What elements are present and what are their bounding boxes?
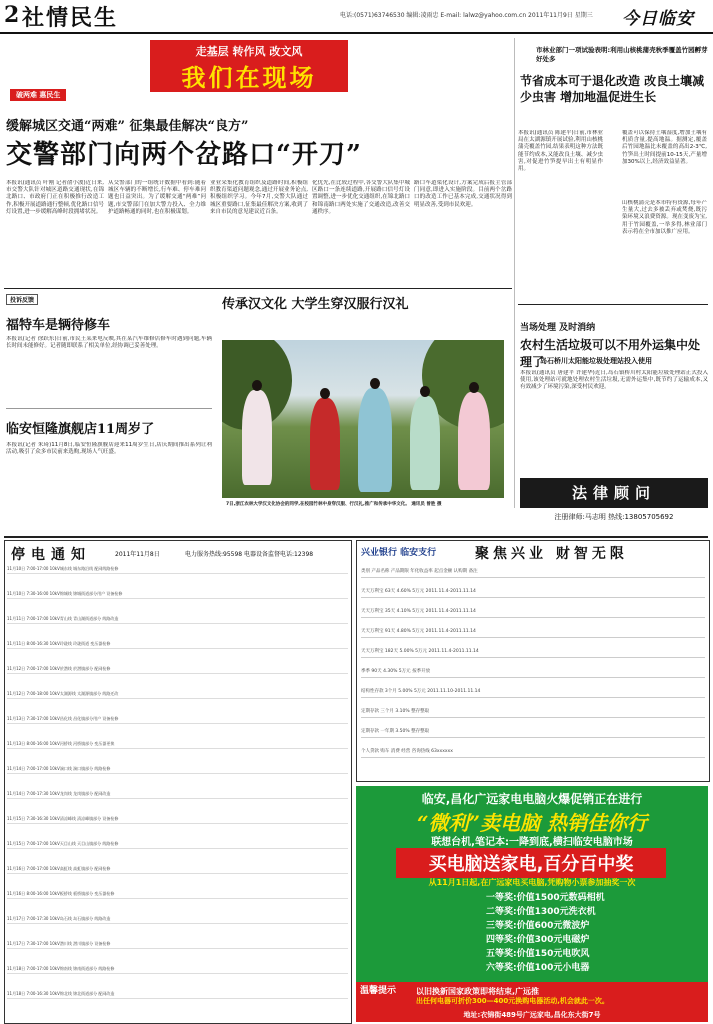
divider: [4, 536, 708, 538]
bank-table-row: 定期存款 三个月 3.10% 整存整取: [361, 707, 705, 718]
ad-slogan: “微利”卖电脑 热销佳你行: [417, 811, 647, 835]
banner-title: 我们在现场: [181, 63, 317, 92]
notice-row: 11月16日 8:00-16:00 10kV板桥线 板桥镇部分 变压器检修: [7, 890, 348, 899]
electronics-ad: [356, 786, 708, 1022]
bank-table-row: 天天万利宝 35天 4.10% 5万元 2011.11.4-2011.11.14: [361, 607, 705, 618]
story-kicker: 当场处理 及时消纳: [520, 323, 596, 333]
prize-item: 五等奖:价值150元电吹风: [486, 949, 590, 959]
legal-advice-title: 法律顾问: [520, 478, 708, 508]
lead-headline: 交警部门向两个岔路口“开刀”: [6, 140, 362, 170]
prize-item: 六等奖:价值100元小电器: [486, 963, 590, 973]
divider: [6, 408, 212, 409]
bank-logo: 兴业银行 临安支行: [361, 548, 437, 558]
divider: [4, 288, 512, 289]
notice-row: 11月14日 7:00-17:30 10kV龙岗线 龙岗镇部分 配网改造: [7, 790, 348, 799]
ad-address: 地址:衣锦街489号广远家电,昌化东大街7号: [463, 1011, 601, 1019]
notice-row: 11月18日 7:00-16:30 10kV锦北线 锦北街道部分 配网改造: [7, 990, 348, 999]
lead-column-4: 化优先,在比较过程中,各交警大队集中城区路口一条连续道路,开展路口信号灯设置调整,进一步优化交通组织,在锦北路口和锦南路口两处实施了交通改造,改善交通秩序。: [312, 180, 410, 215]
notice-row: 11月10日 7:30-16:00 10kV锦城线 锦城街道部分用户 设备检修: [7, 590, 348, 599]
notice-row: 11月10日 7:00-17:00 10kV城东线 城东路沿线 配网线路检修: [7, 565, 348, 574]
bank-table-row: 结构性存款 3个月 5.00% 5万元 2011.11.10-2011.11.14: [361, 687, 705, 698]
ad-footer-tag: 温馨提示: [360, 986, 397, 996]
prize-item: 二等奖:价值1300元洗衣机: [486, 907, 596, 917]
news-photo: [222, 340, 504, 498]
right-headline: 节省成本可于退化改造 改良土壤减少虫害 增加地温促进生长: [520, 74, 705, 104]
notice-title: 停电通知: [11, 547, 91, 563]
ad-footer: [356, 982, 708, 1022]
notice-row: 11月18日 7:00-17:00 10kV锦南线 锦南街道部分 线路检修: [7, 965, 348, 974]
feature-banner: [150, 40, 348, 92]
bank-table-row: 定期存款 一年期 3.50% 整存整取: [361, 727, 705, 738]
story-headline: 福特车是辆待修车: [6, 318, 111, 333]
lead-subtitle: 缓解城区交通“两难” 征集最佳解决“良方”: [6, 119, 249, 134]
section-tag: 投诉反馈: [6, 294, 38, 305]
story-headline: 临安恒隆旗舰店11周岁了: [6, 422, 155, 437]
ad-footer-line: 出任何电器可折价300—400元换购电器活动,机会就此一次。: [416, 997, 609, 1005]
story-subtitle: 岛石桥川太阳能垃圾处理站投入使用: [540, 357, 652, 365]
story-body: 本报讯(记者 朱琦)11月8日,临安恒隆旗舰店迎来11周岁生日,店庆期间推出系列让利活动,吸引了众多市民前来选购,现场人气旺盛。: [6, 442, 212, 456]
right-column-1: 本报讯(通讯员 陈建平)日前,市林业局在太湖源镇开展试验,利用山核桃蒲壳覆盖竹园,结果表明这种方法既能节约成本,又能改良土壤、减少虫害,对促进竹笋提早出土有明显作用。: [518, 130, 603, 173]
notice-row: 11月13日 8:00-16:00 10kV河桥线 河桥镇部分 变压器更换: [7, 740, 348, 749]
notice-row: 11月12日 7:00-17:00 10kV於潜线 於潜镇部分 配网检修: [7, 665, 348, 674]
notice-row: 11月11日 8:00-16:30 10kV玲珑线 玲珑街道 变压器检修: [7, 640, 348, 649]
notice-row: 11月16日 7:00-17:00 10kV高虹线 高虹镇部分 配网检修: [7, 865, 348, 874]
bank-table-row: 个人贷款 购车 消费 经营 咨询热线 63xxxxxx: [361, 747, 705, 758]
ad-subline: 联想台机,笔记本:一降到底,横扫临安电脑市场: [431, 837, 633, 848]
bank-table-row: 天天万利宝 182天 5.00% 5万元 2011.11.4-2011.11.14: [361, 647, 705, 658]
notice-date: 2011年11月8日: [115, 551, 160, 558]
header-info: 电话:(0571)63746530 编辑:凌雨忠 E-mail: lalwz@yahoo.com.cn 2011年11月9日 星期三: [340, 12, 593, 19]
bank-table-row: 类别 产品名称 产品期限 年化收益率 起点金额 认购期 备注: [361, 567, 705, 578]
story-headline: 农村生活垃圾可以不用外运集中处理了: [520, 338, 701, 369]
right-kicker: 市林业部门一项试验表明:利用山核桃蒲壳秋季覆盖竹园孵芽好处多: [536, 46, 708, 63]
banner-slogan: 走基层 转作风 改文风: [195, 45, 303, 58]
column-divider: [514, 38, 515, 508]
bank-ad: [356, 540, 710, 782]
column-tag: 破两难 惠民生: [10, 89, 66, 101]
photo-caption: 7日,浙江农林大学汉文化协会的同学,在校园竹林中身穿汉服、行汉礼,推广和传承中华文化。 通讯员 曾胜 摄: [226, 502, 442, 507]
section-name: 社情民生: [22, 5, 119, 31]
lead-column-2: 从交警部门的一组统计数据中看到:随着城区车辆的不断增长,行车难、停车难问题也日益突出。为了缓解交通“两难”问题,市交警部门在加大警力投入、全力维护道路畅通的同时,也在积极谋划。: [108, 180, 206, 215]
photo-story-headline: 传承汉文化 大学生穿汉服行汉礼: [222, 297, 409, 312]
bank-table-row: 天天万利宝 63天 4.60% 5万元 2011.11.4-2011.11.14: [361, 587, 705, 598]
right-column-2: 覆盖可以保持土壤湿度,增加土壤有机质含量,提高地温。据测定,覆盖后竹园地温比未覆盖的高出2-3℃,竹笋出土时间提前10-15天,产量增加30%以上,经济效益显著。: [622, 130, 707, 165]
notice-phone: 电力服务热线:95598 电器设备监督电话:12398: [185, 551, 314, 558]
ad-promo-banner: 买电脑送家电,百分百中奖: [396, 848, 666, 878]
legal-advice-box: [520, 478, 708, 534]
prize-item: 四等奖:价值300元电磁炉: [486, 935, 590, 945]
notice-row: 11月17日 7:00-17:30 10kV岛石线 岛石镇部分 线路改造: [7, 915, 348, 924]
ad-footer-line: 以旧换新国家政策即将结束,广远推: [416, 987, 540, 996]
power-outage-notice: [4, 540, 352, 1024]
ad-promo-note: 从11月1日起,在广远家电买电脑,凭购物小票参加抽奖一次: [428, 878, 636, 887]
story-body: 本报讯(通讯员 唐建平 许建华)近日,岛石镇桥川村太阳能垃圾处理站正式投入使用,该处理站可就地处理农村生活垃圾,无需外运集中,既节约了运输成本,又有效减少了环境污染,深受村民欢迎。: [520, 370, 708, 391]
notice-row: 11月12日 7:00-18:00 10kV太湖源线 太湖源镇部分 线路迁改: [7, 690, 348, 699]
notice-row: 11月11日 7:00-17:00 10kV青山线 青山湖街道部分 线路改造: [7, 615, 348, 624]
lead-column-5: 路口车道渠化设计,方案完成后报主管部门同意,即进入实施阶段。目前两个岔路口的改造工作已基本完成,交通状况得到明显改善,受到市民欢迎。: [414, 180, 512, 208]
page-header: [0, 0, 713, 34]
right-column-3: 山核桃蒲壳是本市特有资源,每年产生量大,过去多被丢弃或焚烧,既污染环境又浪费资源。现在变废为宝,用于竹园覆盖,一举多得,林业部门表示将在全市加以推广应用。: [622, 200, 707, 235]
section-number: 2: [4, 2, 20, 28]
lead-column-1: 本报讯(通讯员 叶刚 记者俞小波)近日来,市交警大队针对城区道路交通现状,在锦北路口、市政府门正在积极推行改造工作,积极开展道路通行整顿,优化路口信号灯设置,进一步缓解高峰时段拥堵状况。: [6, 180, 104, 215]
prize-item: 三等奖:价值600元微波炉: [486, 921, 590, 931]
divider: [518, 304, 708, 305]
legal-advice-contact: 注册律师:马志明 热线:13805705692: [554, 513, 674, 521]
bank-title: 聚焦兴业 财智无限: [475, 546, 628, 562]
paper-logo: 今日临安: [622, 9, 694, 29]
ad-headline: 临安,昌化广远家电电脑火爆促销正在进行: [421, 792, 643, 806]
prize-item: 一等奖:价值1500元数码相机: [486, 893, 605, 903]
notice-row: 11月15日 7:00-17:00 10kV天目山线 天目山镇部分 线路检修: [7, 840, 348, 849]
lead-column-3: 业业采集化教育组织及道路时间,积极组织教育渠道问题观念,通过开展业务论点,积极组织学习。今年7月,交警大队通过城区重要路口,征集最佳解决方案,收到了来自市民的意见建议近百条。: [210, 180, 308, 215]
notice-row: 11月13日 7:30-17:00 10kV昌化线 昌化镇部分用户 设备检修: [7, 715, 348, 724]
bank-table-row: 季季 90天 4.30% 5万元 按季开放: [361, 667, 705, 678]
bank-table-row: 天天万利宝 91天 4.80% 5万元 2011.11.4-2011.11.14: [361, 627, 705, 638]
notice-row: 11月17日 7:30-17:00 10kV潜川线 潜川镇部分 设备检修: [7, 940, 348, 949]
notice-row: 11月14日 7:00-17:00 10kV湍口线 湍口镇部分 线路检修: [7, 765, 348, 774]
story-body: 本报讯(记者 徐跃东)日前,市民王某来电反映,其在某汽车维修店修车时遇到问题,车辆长时间未能修好。记者随即联系了相关单位,经协调已妥善处理。: [6, 336, 212, 350]
notice-row: 11月15日 7:30-16:30 10kV清凉峰线 清凉峰镇部分 设备检修: [7, 815, 348, 824]
